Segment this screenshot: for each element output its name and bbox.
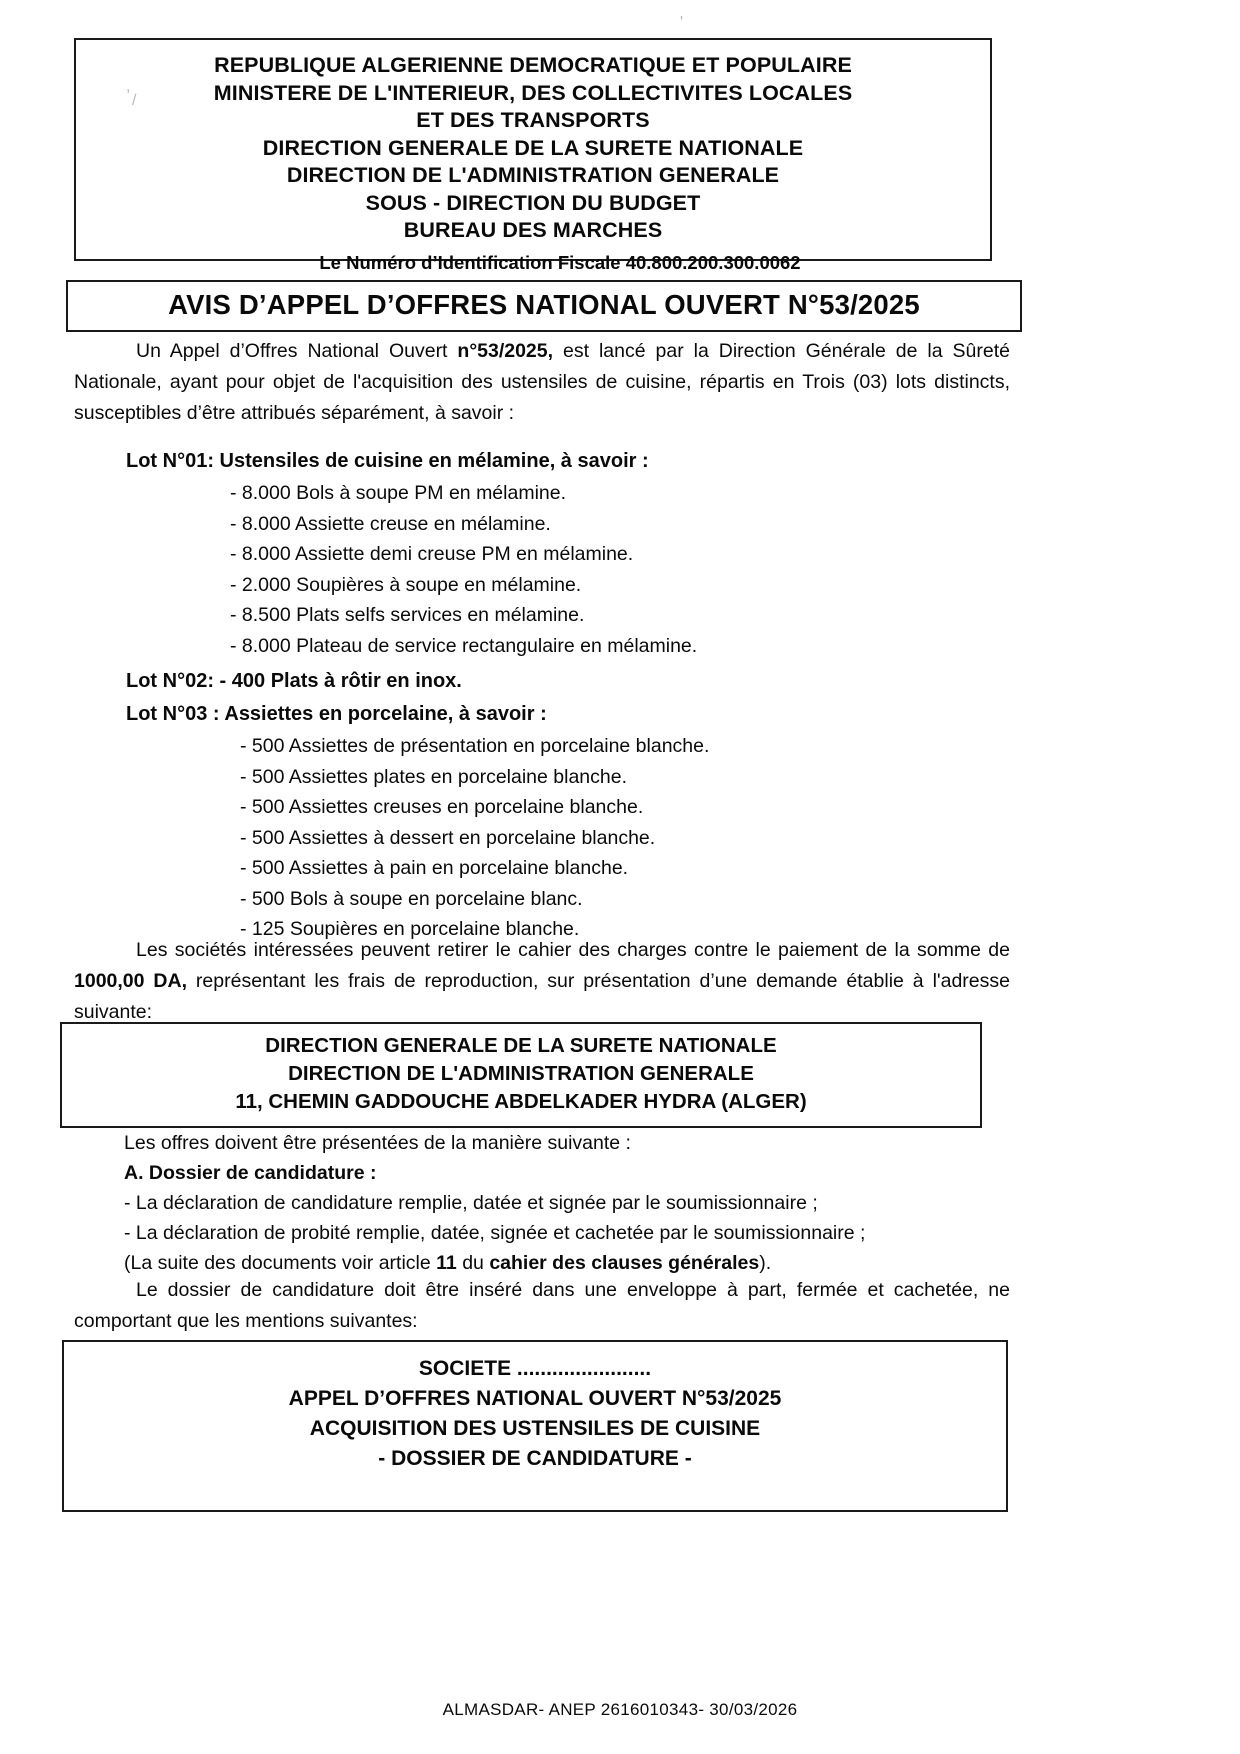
list-item: - 500 Assiettes de présentation en porcelaine blanche.: [240, 735, 710, 757]
list-item: - 500 Assiettes plates en porcelaine blanche.: [240, 765, 628, 788]
header-line-3: ET DES TRANSPORTS: [416, 108, 650, 132]
header-line-4: DIRECTION GENERALE DE LA SURETE NATIONALE: [262, 135, 804, 160]
scan-artifact: ': [680, 14, 684, 31]
offers-note-article: 11: [436, 1252, 457, 1274]
list-item: - 8.000 Assiette creuse en mélamine.: [230, 512, 551, 535]
society-envelope-box: [62, 1340, 1008, 1512]
offers-note: [124, 1248, 865, 1278]
list-item: - 8.500 Plats selfs services en mélamine.: [230, 604, 585, 626]
intro-text-part1: Un Appel d’Offres National Ouvert: [136, 340, 458, 362]
header-line-7: BUREAU DES MARCHES: [403, 218, 663, 242]
society-line-1: SOCIETE .......................: [418, 1357, 652, 1380]
offers-note-part3: ).: [759, 1252, 772, 1274]
list-item: - 8.000 Bols à soupe PM en mélamine.: [230, 482, 567, 504]
society-line-3: ACQUISITION DES USTENSILES DE CUISINE: [309, 1417, 761, 1440]
envelope-text: Le dossier de candidature doit être inséré dans une enveloppe à part, fermée et cachetée, ne comportant que les mentions suivantes:: [74, 1279, 1010, 1332]
scan-artifact: /: [132, 92, 137, 109]
withdrawal-amount: 1000,00 DA,: [74, 970, 187, 992]
withdrawal-text-part1: Les sociétés intéressées peuvent retirer le cahier des charges contre le paiement de la somme de: [136, 939, 1010, 961]
offers-intro: Les offres doivent être présentées de la manière suivante :: [124, 1132, 631, 1154]
list-item: - 8.000 Assiette demi creuse PM en mélamine.: [230, 543, 634, 565]
list-item: - 500 Assiettes à dessert en porcelaine blanche.: [240, 826, 656, 849]
lot-03-heading: Lot N°03 : Assiettes en porcelaine, à savoir :: [126, 703, 547, 725]
list-item: - 2.000 Soupières à soupe en mélamine.: [230, 573, 582, 596]
header-line-5: DIRECTION DE L'ADMINISTRATION GENERALE: [286, 163, 780, 187]
list-item: - 125 Soupières en porcelaine blanche.: [240, 918, 580, 940]
header-box: [74, 38, 992, 261]
offers-note-document: cahier des clauses générales: [489, 1252, 760, 1274]
footer-reference: ALMASDAR- ANEP 2616010343- 30/03/2026: [442, 1700, 798, 1719]
envelope-paragraph: [74, 1275, 1010, 1337]
page-title: AVIS D’APPEL D’OFFRES NATIONAL OUVERT N°53/2025: [168, 289, 920, 320]
list-item: - La déclaration de probité remplie, datée, signée et cachetée par le soumissionnaire ;: [124, 1222, 866, 1244]
offers-section: [124, 1128, 865, 1278]
header-line-2: MINISTERE DE L'INTERIEUR, DES COLLECTIVITES LOCALES: [213, 80, 853, 105]
offers-section-a-heading: A. Dossier de candidature :: [124, 1162, 377, 1184]
intro-tender-number: n°53/2025,: [457, 340, 554, 362]
intro-paragraph: [74, 336, 1010, 429]
lot-02-heading: Lot N°02: - 400 Plats à rôtir en inox.: [126, 670, 462, 692]
address-box: [60, 1022, 982, 1128]
offers-note-part1: (La suite des documents voir article: [124, 1252, 437, 1274]
list-item: - La déclaration de candidature remplie, datée et signée par le soumissionnaire ;: [124, 1192, 818, 1214]
list-item: - 500 Assiettes à pain en porcelaine blanche.: [240, 857, 629, 879]
withdrawal-text-part2: représentant les frais de reproduction, sur présentation d’une demande établie à l'adresse suivante:: [74, 970, 1010, 1023]
list-item: - 500 Assiettes creuses en porcelaine blanche.: [240, 796, 644, 818]
offers-note-part2: du: [456, 1252, 490, 1274]
society-line-4: - DOSSIER DE CANDIDATURE -: [378, 1447, 692, 1470]
lot-01-items: [230, 478, 697, 661]
society-line-2: APPEL D’OFFRES NATIONAL OUVERT N°53/2025: [288, 1387, 782, 1410]
lot-03-items: [240, 731, 709, 945]
fiscal-identification-number: Le Numéro d’Identification Fiscale 40.800.200.300.0062: [319, 252, 801, 273]
address-line-3: 11, CHEMIN GADDOUCHE ABDELKADER HYDRA (ALGER): [235, 1090, 807, 1113]
withdrawal-paragraph: [74, 935, 1010, 1028]
address-line-1: DIRECTION GENERALE DE LA SURETE NATIONALE: [265, 1034, 777, 1057]
scan-artifact: ,: [126, 78, 131, 95]
list-item: - 8.000 Plateau de service rectangulaire en mélamine.: [230, 634, 698, 657]
address-line-2: DIRECTION DE L'ADMINISTRATION GENERALE: [288, 1062, 754, 1085]
lot-01-heading: Lot N°01: Ustensiles de cuisine en mélamine, à savoir :: [126, 450, 649, 472]
tender-title-box: [66, 280, 1022, 332]
header-line-6: SOUS - DIRECTION DU BUDGET: [365, 190, 701, 215]
header-line-1: REPUBLIQUE ALGERIENNE DEMOCRATIQUE ET POPULAIRE: [214, 53, 852, 77]
intro-text-part2: est lancé par la Direction Générale de la Sûreté Nationale, ayant pour objet de l'acquisition des ustensiles de cuisine, répartis en Trois (03) lots distincts, susceptibles d’être attribués séparément, à savoir :: [74, 340, 1010, 424]
list-item: - 500 Bols à soupe en porcelaine blanc.: [240, 887, 583, 910]
